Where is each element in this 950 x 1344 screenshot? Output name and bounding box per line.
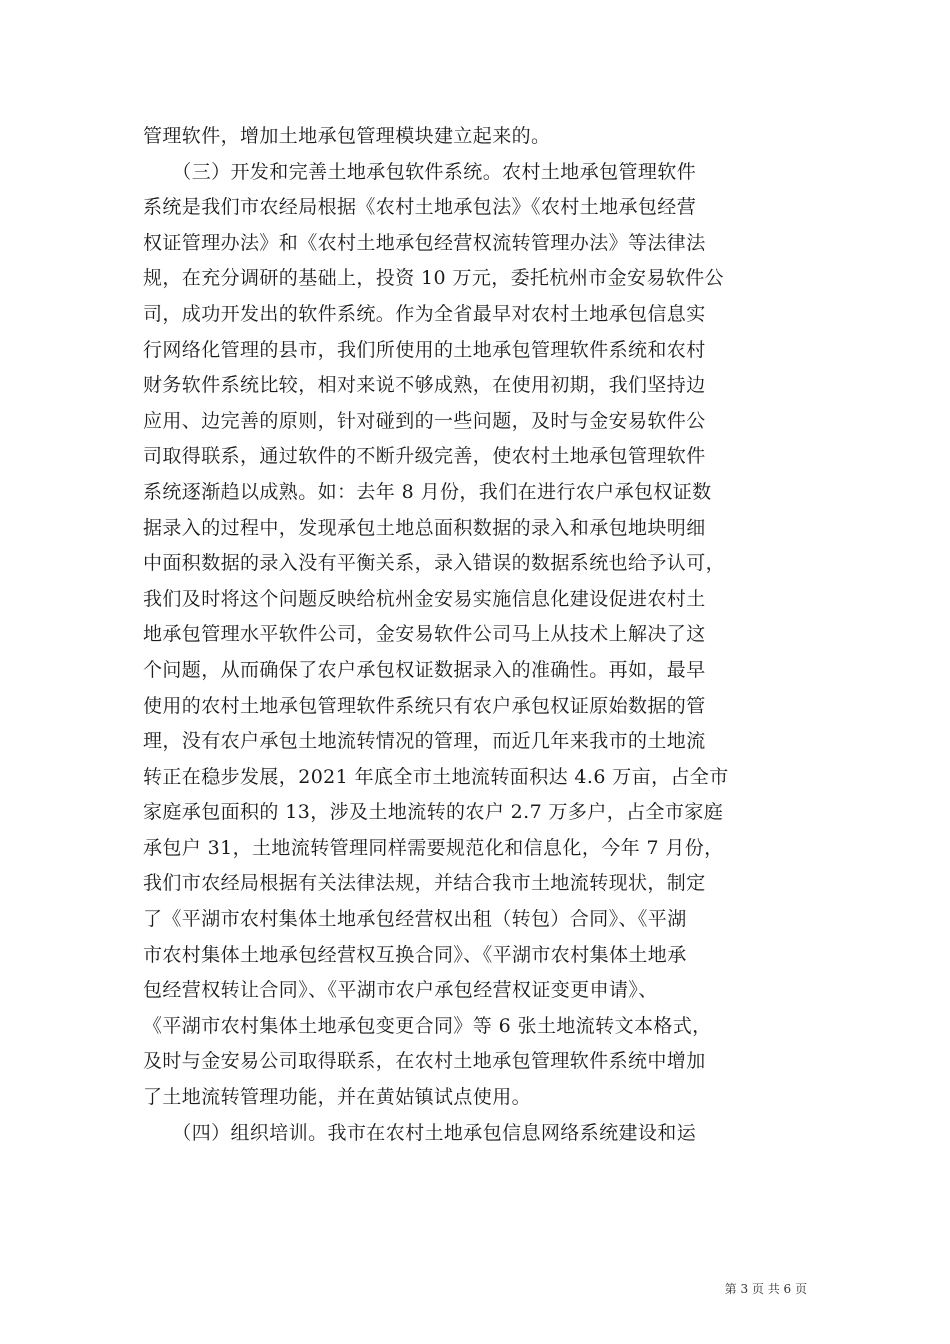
text-line: 转正在稳步发展，2021 年底全市土地流转面积达 4.6 万亩，占全市 (143, 765, 729, 788)
text-line: （三）开发和完善土地承包软件系统。农村土地承包管理软件 (143, 160, 697, 183)
text-line: 财务软件系统比较，相对来说不够成熟，在使用初期，我们坚持边 (143, 374, 706, 397)
text-line: 市农村集体土地承包经营权互换合同》、《平湖市农村集体土地承 (143, 943, 687, 966)
text-line: 地承包管理水平软件公司，金安易软件公司马上从技术上解决了这 (143, 623, 706, 646)
text-line: 应用、边完善的原则，针对碰到的一些问题，及时与金安易软件公 (143, 409, 706, 432)
text-line: 了《平湖市农村集体土地承包经营权出租（转包）合同》、《平湖 (143, 908, 687, 931)
body-text (143, 119, 807, 1151)
text-line: 了土地流转管理功能，并在黄姑镇试点使用。 (143, 1086, 532, 1109)
text-line: 家庭承包面积的 13，涉及土地流转的农户 2.7 万多户，占全市家庭 (143, 801, 724, 824)
text-line: 《平湖市农村集体土地承包变更合同》等 6 张土地流转文本格式， (143, 1014, 712, 1037)
text-line: 承包户 31，土地流转管理同样需要规范化和信息化，今年 7 月份， (143, 836, 724, 859)
text-line: 中面积数据的录入没有平衡关系，录入错误的数据系统也给予认可， (143, 552, 726, 575)
text-line: 司取得联系，通过软件的不断升级完善，使农村土地承包管理软件 (143, 445, 706, 468)
text-line: 包经营权转让合同》、《平湖市农户承包经营权证变更申请》、 (143, 979, 658, 1002)
text-line: （四）组织培训。我市在农村土地承包信息网络系统建设和运 (143, 1121, 697, 1144)
text-line: 司，成功开发出的软件系统。作为全省最早对农村土地承包信息实 (143, 302, 706, 325)
text-line: 管理软件，增加土地承包管理模块建立起来的。 (143, 125, 551, 147)
text-line: 系统逐渐趋以成熟。如：去年 8 月份，我们在进行农户承包权证数 (143, 480, 712, 503)
text-line: 权证管理办法》和《农村土地承包经营权流转管理办法》等法律法 (143, 231, 706, 254)
text-line: 理，没有农户承包土地流转情况的管理，而近几年来我市的土地流 (143, 730, 706, 753)
text-line: 我们及时将这个问题反映给杭州金安易实施信息化建设促进农村土 (143, 587, 706, 610)
text-line: 及时与金安易公司取得联系，在农村土地承包管理软件系统中增加 (143, 1050, 706, 1073)
text-line: 据录入的过程中，发现承包土地总面积数据的录入和承包地块明细 (143, 516, 706, 539)
text-line: 我们市农经局根据有关法律法规，并结合我市土地流转现状，制定 (143, 872, 706, 895)
text-line: 规，在充分调研的基础上，投资 10 万元，委托杭州市金安易软件公 (143, 267, 725, 290)
text-line: 行网络化管理的县市，我们所使用的土地承包管理软件系统和农村 (143, 338, 706, 361)
text-line: 个问题，从而确保了农户承包权证数据录入的准确性。再如，最早 (143, 658, 706, 681)
page-number: 第 3 页 共 6 页 (724, 1282, 807, 1296)
text-line: 使用的农村土地承包管理软件系统只有农户承包权证原始数据的管 (143, 694, 706, 717)
text-line: 系统是我们市农经局根据《农村土地承包法》《农村土地承包经营 (143, 196, 697, 219)
